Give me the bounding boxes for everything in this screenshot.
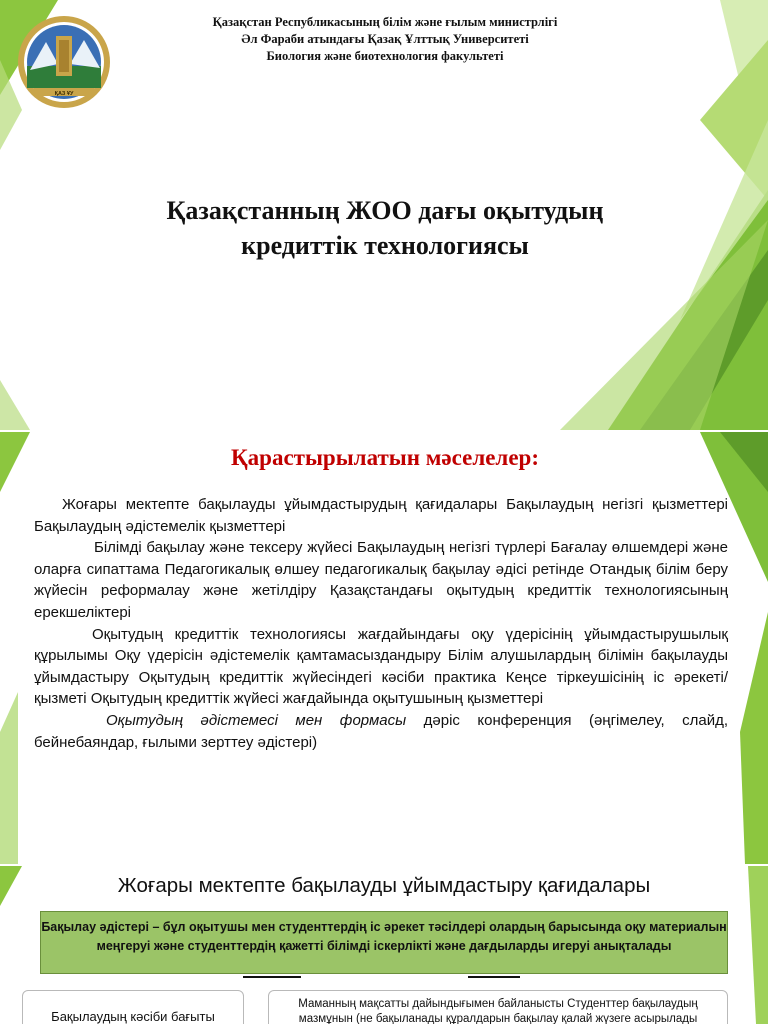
header-line-1: Қазақстан Республикасының білім және ғылым министрлігі [212, 15, 558, 29]
slide-2-title: Қарастырылатын мәселелер: [231, 445, 539, 470]
methods-list-text: дәріс конференция (әңгімелеу, слайд, бейнебаяндар, ғылыми зерттеу әдістері) [34, 711, 728, 751]
connector-line-left [243, 976, 301, 978]
slide-1 [0, 0, 768, 430]
issues-paragraph-1: Жоғары мектепте бақылауды ұйымдастырудың қағидалары Бақылаудың негізгі қызметтері Бақылаудың әдістемелік қызметтері [34, 496, 728, 535]
professional-direction-box: Бақылаудың кәсіби бағыты [22, 990, 244, 1024]
header-line-2: Әл Фараби атындағы Қазақ Ұлттық Университеті [241, 32, 529, 46]
slide-3-title: Жоғары мектепте бақылауды ұйымдастыру қағидалары [117, 874, 651, 897]
svg-text:ҚАЗ ҰУ: ҚАЗ ҰУ [54, 91, 74, 97]
connector-line-right [468, 976, 520, 978]
issues-body-text [34, 494, 728, 753]
issues-paragraph-2: Білімді бақылау және тексеру жүйесі Бақылаудың негізгі түрлері Бағалау өлшемдері және оларға сипаттама Педагогикалық өлшеу педагогикалық бақылау әдісі ретінде Отандық білім беру жүйесін реформалау және жетілдіру Қазақстандағы оқытудың кредиттік технологиясының ерекшеліктері [34, 539, 728, 621]
university-logo [16, 12, 112, 112]
issues-paragraph-4 [34, 710, 728, 753]
ministry-header [150, 14, 620, 65]
title-line-1: Қазақстанның ЖОО дағы оқытудың [166, 196, 604, 225]
header-line-3: Биология және биотехнология факультеті [266, 49, 504, 63]
specialist-training-box: Маманның мақсатты дайындығымен байланысты Студенттер бақылаудың мазмұнын (не бақыланады құралдарын бақылау қалай жүзеге асырылады [268, 990, 728, 1024]
slide-1-title [100, 193, 670, 263]
slide-3 [0, 866, 768, 1024]
methods-italic-label: Оқытудың әдістемесі мен формасы [106, 711, 407, 729]
issues-paragraph-3: Оқытудың кредиттік технологиясы жағдайындағы оқу үдерісінің ұйымдастырушылық құрылымы Оқу үдерісін әдістемелік қамтамасыздандыру Білім алушылардың білімін бақылауды ұйымдастыру Оқытудың кредиттік жүйесіндегі кәсіби практика Кеңсе тіркеушісінің іс әрекеті/қызметі Оқытудың кредиттік жүйесі жағдайында оқытушының қызметтері [34, 625, 728, 708]
slide-2 [0, 432, 768, 864]
title-line-2: кредиттік технологиясы [241, 231, 529, 260]
control-methods-definition-box: Бақылау әдістері – бұл оқытушы мен студенттердің іс әрекет тәсілдері олардың барысында оқу материалын меңгеруі және студенттердің қажетті білімді іскерлікті және дағдыларды игеруі анықталады [40, 911, 728, 974]
